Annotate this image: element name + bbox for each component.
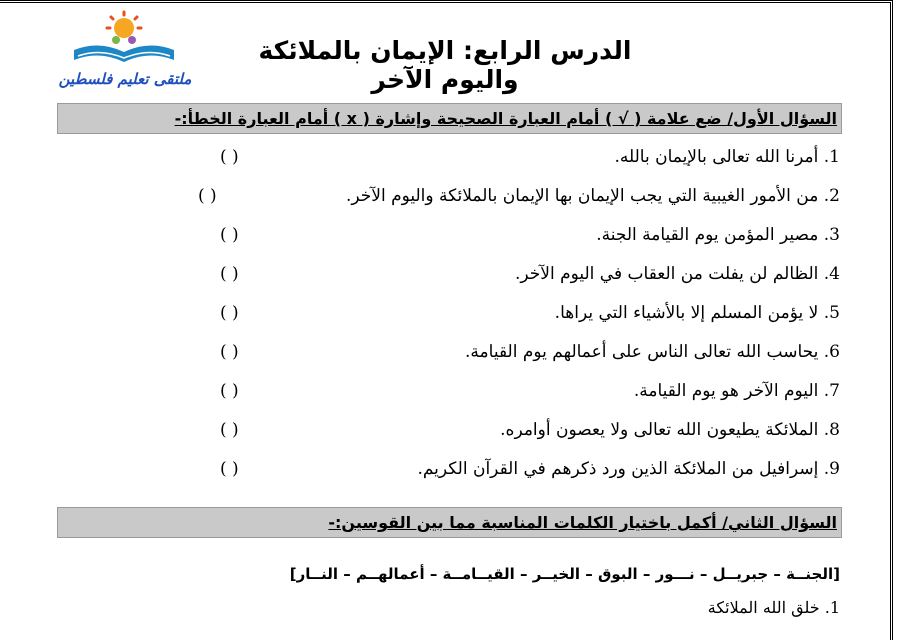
answer-blank[interactable]: ( ) — [220, 264, 239, 284]
page-title: الدرس الرابع: الإيمان بالملائكة واليوم الآخر — [258, 36, 632, 94]
item-number: 6. — [823, 342, 840, 362]
question-2-first-line: 1. خلق الله الملائكة — [707, 598, 840, 617]
book-logo-icon — [64, 10, 184, 68]
item-number: 5. — [823, 303, 840, 323]
list-item — [200, 411, 840, 450]
logo-text: ملتقى تعليم فلسطين — [58, 70, 192, 88]
item-number: 7. — [823, 381, 840, 401]
list-item — [200, 450, 840, 489]
answer-blank[interactable]: ( ) — [220, 459, 239, 479]
item-number: 1. — [823, 147, 840, 167]
item-text: من الأمور الغيبية التي يجب الإيمان بها الإيمان بالملائكة واليوم الآخر. — [345, 186, 819, 206]
question-2-heading-text: السؤال الثاني/ أكمل باختيار الكلمات المناسبة مما بين القوسين:- — [328, 513, 837, 532]
answer-blank[interactable]: ( ) — [220, 225, 239, 245]
answer-blank[interactable]: ( ) — [220, 381, 239, 401]
question-1-items — [200, 138, 840, 489]
list-item — [200, 138, 840, 177]
item-text: اليوم الآخر هو يوم القيامة. — [633, 381, 819, 401]
item-number: 4. — [823, 264, 840, 284]
answer-blank[interactable]: ( ) — [220, 420, 239, 440]
item-text: الظالم لن يفلت من العقاب في اليوم الآخر. — [514, 264, 819, 284]
list-item — [200, 216, 840, 255]
item-number: 3. — [823, 225, 840, 245]
item-text: لا يؤمن المسلم إلا بالأشياء التي يراها. — [554, 303, 819, 323]
answer-blank[interactable]: ( ) — [220, 303, 239, 323]
question-2-heading — [57, 507, 842, 538]
logo — [50, 10, 200, 94]
answer-blank[interactable]: ( ) — [220, 342, 239, 362]
item-text: إسرافيل من الملائكة الذين ورد ذكرهم في القرآن الكريم. — [417, 459, 819, 479]
list-item — [200, 177, 840, 216]
item-number: 9. — [823, 459, 840, 479]
item-text: يحاسب الله تعالى الناس على أعمالهم يوم القيامة. — [465, 342, 819, 362]
item-number: 2. — [823, 186, 840, 206]
answer-blank[interactable]: ( ) — [220, 147, 239, 167]
item-text: مصير المؤمن يوم القيامة الجنة. — [596, 225, 819, 245]
list-item — [200, 255, 840, 294]
list-item — [200, 333, 840, 372]
list-item — [200, 294, 840, 333]
list-item — [200, 372, 840, 411]
answer-blank[interactable]: ( ) — [198, 186, 217, 206]
word-bank: [الجنــة – جبريــل – نـــور – البوق – الخيــر – القيــامــة – أعمالهــم – النــار] — [289, 565, 840, 583]
item-text: الملائكة يطيعون الله تعالى ولا يعصون أوامره. — [500, 420, 819, 440]
question-1-heading-text: السؤال الأول/ ضع علامة ( √ ) أمام العبارة الصحيحة وإشارة ( x ) أمام العبارة الخطأ:- — [174, 109, 837, 128]
item-number: 8. — [823, 420, 840, 440]
item-text: أمرنا الله تعالى بالإيمان بالله. — [614, 147, 819, 167]
question-1-heading — [57, 103, 842, 134]
